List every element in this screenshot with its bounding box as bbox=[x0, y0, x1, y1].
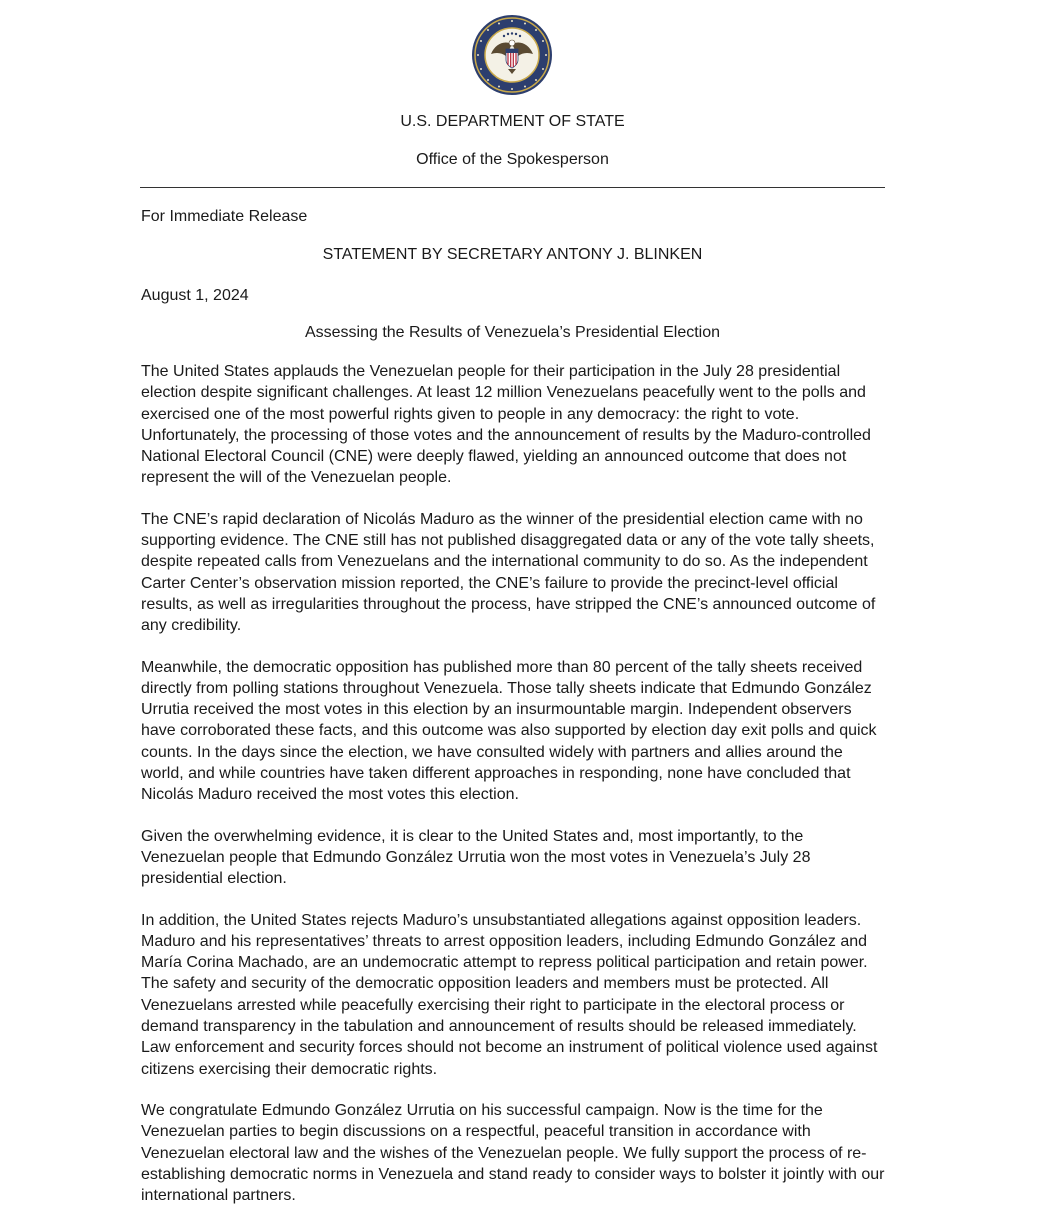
release-label: For Immediate Release bbox=[141, 208, 308, 225]
paragraph: Meanwhile, the democratic opposition has published more than 80 percent of the tally sheets received directly from polling stations throughout Venezuela. Those tally sheets indicate that Edmundo González Urrutia received the most votes in this election by an insurmountable margin. Independent observers have corroborated these facts, and this outcome was also supported by election day exit polls and quick counts. In the days since the election, we have consulted widely with partners and allies around the world, and while countries have taken different approaches in responding, none have concluded that Nicolás Maduro received the most votes this election. bbox=[141, 658, 877, 804]
statement-headline: STATEMENT BY SECRETARY ANTONY J. BLINKEN bbox=[322, 246, 703, 263]
statement-subject: Assessing the Results of Venezuela’s Presidential Election bbox=[304, 324, 721, 341]
paragraph: Given the overwhelming evidence, it is clear to the United States and, most importantly, to the Venezuelan people that Edmundo González Urrutia won the most votes in Venezuela’s July 28 presidential election. bbox=[141, 827, 811, 888]
statement-body bbox=[141, 361, 889, 1226]
department-of-state-seal-icon bbox=[471, 14, 553, 96]
header-divider bbox=[140, 187, 885, 188]
agency-name: U.S. DEPARTMENT OF STATE bbox=[400, 113, 625, 130]
office-name: Office of the Spokesperson bbox=[416, 151, 609, 168]
paragraph: The United States applauds the Venezuelan people for their participation in the July 28 presidential election despite significant challenges. At least 12 million Venezuelans peacefully went to the polls and exercised one of the most powerful rights given to people in any democracy: the right to vote. Unfortunately, the processing of those votes and the announcement of results by the Maduro-controlled National Electoral Council (CNE) were deeply flawed, yielding an announced outcome that does not represent the will of the Venezuelan people. bbox=[141, 363, 871, 487]
release-date: August 1, 2024 bbox=[141, 287, 249, 304]
paragraph: The CNE’s rapid declaration of Nicolás Maduro as the winner of the presidential election came with no supporting evidence. The CNE still has not published disaggregated data or any of the vote tally sheets, despite repeated calls from Venezuelans and the international community to do so. As the independent Carter Center’s observation mission reported, the CNE’s failure to provide the precinct-level official results, as well as irregularities throughout the process, have stripped the CNE’s announced outcome of any credibility. bbox=[141, 510, 876, 635]
paragraph: We congratulate Edmundo González Urrutia on his successful campaign. Now is the time for the Venezuelan parties to begin discussions on a respectful, peaceful transition in accordance with Venezuelan electoral law and the wishes of the Venezuelan people. We fully support the process of re-establishing democratic norms in Venezuela and stand ready to consider ways to bolster it jointly with our international partners. bbox=[141, 1101, 885, 1205]
paragraph: In addition, the United States rejects Maduro’s unsubstantiated allegations against opposition leaders. Maduro and his representatives’ threats to arrest opposition leaders, including Edmundo González and María Corina Machado, are an undemocratic attempt to repress political participation and retain power. The safety and security of the democratic opposition leaders and members must be protected. All Venezuelans arrested while peacefully exercising their right to participate in the electoral process or demand transparency in the tabulation and announcement of results should be released immediately. Law enforcement and security forces should not become an instrument of political violence used against citizens exercising their democratic rights. bbox=[141, 911, 878, 1078]
